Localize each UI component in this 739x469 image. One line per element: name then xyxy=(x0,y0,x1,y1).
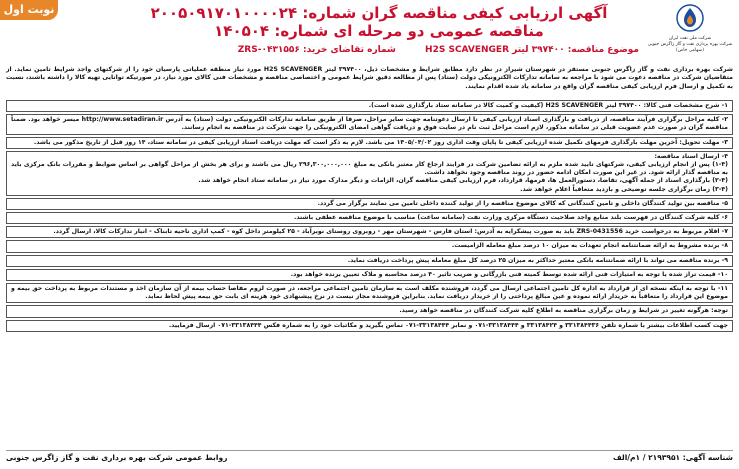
first-publication-badge: نوبت اول xyxy=(0,0,58,20)
public-relations-signature: روابط عمومی شرکت بهره برداری نفت و گاز زاگرس جنوبی xyxy=(6,453,228,462)
conditions-list xyxy=(6,100,733,444)
condition-row: ۷- اقلام مربوط به درخواست خرید ZRS-0431556 باید به صورت پیشکرایه به آدرس: استان فارس - شهرستان مهر - روبروی روستای نوبرآباد - ۲۵ کیلومتر داخل کوه - کمپ اداری ناحیه تابناک - انبار تدارکات کالا، ارسال گردد. xyxy=(6,226,733,238)
logo-line-2: شرکت بهره برداری نفت و گاز زاگرس جنوبی xyxy=(647,42,733,47)
condition-row: ۵- مناقصه بین تولید کنندگان داخلی و تامین کنندگانی که کالای موضوع مناقصه را از تولید کننده داخلی تامین می نمایند برگزار می گردد. xyxy=(6,198,733,210)
nioc-logo-icon xyxy=(676,4,704,32)
tender-subject-line xyxy=(39,44,639,56)
condition-row: توجه: هرگونه تغییر در شرایط و زمان برگزاری مناقصه به اطلاع کلیه شرکت کنندگان در مناقصه خواهد رسید. xyxy=(6,305,733,317)
logo-line-1: شرکت ملی نفت ایران xyxy=(668,36,712,41)
notice-header xyxy=(0,0,739,68)
condition-row: جهت کسب اطلاعات بیشتر با شماره تلفن ۳۳۱۳۸۴۴۳۶ و ۳۳۱۳۸۴۲۴ و ۳۳۱۳۸۴۴۴-۰۷۱ و نمابر ۳۳۱۳۸۴۴۴-۰۷۱ تماس بگیرید و مکاتبات خود را به شماره فکس ۳۳۱۳۸۴۴۴-۰۷۱ ارسال فرمایید. xyxy=(6,320,733,332)
condition-row: ۳- مهلت تحویل: آخرین مهلت بارگذاری فرمهای تکمیل شده ارزیابی کیفی تا پایان وقت اداری روز ۱۴۰۵/۰۴/۰۲ می باشد. لازم به ذکر است که مهلت دریافت اسناد ارزیابی کیفی در سامانه ستاد، ۱۴ روز قبل از تاریخ مذکور می باشد. xyxy=(6,137,733,149)
condition-row: ۱۰- قیمت تراز شده با توجه به امتیازات فنی ارائه شده توسط کمیته فنی بازرگانی و ضریب تاثیر ۴۰ درصد محاسبه و ملاک تعیین برنده خواهد بود. xyxy=(6,269,733,281)
company-logo xyxy=(647,4,733,66)
logo-line-3: (سهامی خاص) xyxy=(676,48,704,53)
condition-row: ۴- ارسال اسناد مناقصه: (۱-۴) پس از انجام ارزیابی کیفی، شرکتهای تایید شده ملزم به ارائه تضامین شرکت در فرایند ارجاع کار معتبر بانکی به مبلغ ۲۹۶,۳۰۰,۰۰۰,۰۰۰ ریال می باشند و برای هر بخش از مراحل گواهی بر اساس ضوابط و مقررات بانک مرکزی باید به مناقصه گذار ارائه شود. در غیر این صورت امکان ادامه حضور در روند مناقصه وجود نخواهد داشت. (۲-۴) بارگذاری اسناد از جمله آگهی، تقاضا، دستورالعمل ها، فرمها، قرارداد، فرم ارزیابی کیفی مناقصه گران، الزامات و دیگر مدارک مورد نیاز در سامانه ستاد انجام خواهد شد. (۳-۴) زمان برگزاری جلسه توضیحی و بازدید متعاقباً اعلام خواهد شد. xyxy=(6,151,733,196)
tender-number: مناقصه عمومی دو مرحله ای شماره: ۱۴۰۵۰۴ xyxy=(214,22,544,40)
condition-row: ۲- کلیه مراحل برگزاری فرآیند مناقصه، از دریافت و بارگذاری اسناد ارزیابی کیفی تا ارسال دعوتنامه جهت سایر مراحل، صرفا از طریق سامانه تدارکات الکترونیکی دولت (ستاد) به آدرس http://www.setadiran.ir میسر خواهد بود. ضمناً مناقصه گران در صورت عدم عضویت قبلی در سامانه مذکور، لازم است مراحل ثبت نام در سایت فوق و دریافت گواهی امضای الکترونیکی را جهت شرکت در مناقصه به انجام رسانند. xyxy=(6,114,733,134)
notice-footer xyxy=(6,450,733,465)
condition-row: ۶- کلیه شرکت کنندگان در فهرست بلند منابع واجد صلاحیت دستگاه مرکزی وزارت نفت (سامانه ساعت) مناسب با موضوع مناقصه عطفی باشند. xyxy=(6,212,733,224)
tender-subject: موضوع مناقصه: ۳۹۷۴۰۰ لیتر H2S SCAVENGER xyxy=(425,45,639,55)
purchase-request-number: شماره تقاضای خرید: ZRS-۰۴۳۱۵۵۶ xyxy=(237,45,396,55)
intro-paragraph: شرکت بهره برداری نفت و گاز زاگرس جنوبی مستقر در شهرستان شیراز در نظر دارد مطابق شرایط و مشخصات ذیل، ۳۹۷۴۰۰ لیتر H2S SCAVENGER مورد نیاز منطقه عملیاتی پارسیان خود را از شرکتهای واجد شرایط تامین نماید. از متقاضیان شرکت در مناقصه دعوت می شود با مراجعه به سامانه تدارکات الکترونیکی دولت (ستاد) پس از مطالعه دقیق شرایط عمومی و اختصاصی مناقصه و مشخصات فنی کالای مورد نیاز، در صورتیکه توانایی تهیه کالا را داشته باشند، نسبت به تکمیل و ارسال فرم ارزیابی کیفی مناقصه گران واقع در سامانه یاد شده اقدام نمایند. xyxy=(6,66,733,90)
condition-row: ۸- برنده مشروط به ارائه ضمانتنامه انجام تعهدات به میزان ۱۰ درصد مبلغ معامله الزامیست. xyxy=(6,240,733,252)
condition-row: ۱- شرح مشخصات فنی کالا: ۳۹۷۴۰۰ لیتر H2S SCAVENGER (کیفیت و کمیت کالا در سامانه ستاد بارگذاری شده است). xyxy=(6,100,733,112)
condition-row: ۹- برنده مناقصه می تواند با ارائه ضمانتنامه بانکی معتبر حداکثر به میزان ۲۵ درصد کل مبلغ معامله پیش پرداخت دریافت نماید. xyxy=(6,255,733,267)
condition-row: ۱۱- با توجه به اینکه نسخه ای از قرارداد به اداره کل تامین اجتماعی ارسال می گردد، فروشنده مکلف است به سازمان تامین اجتماعی مراجعه، در صورت لزوم مفاصا حساب بیمه از آن سازمان اخذ و مستندات مربوط به پرداخت حق بیمه و موضوع این قرارداد را متعاقباً به خریدار ارائه نموده و عین مبالغ پرداختی را از خریدار دریافت نماید. بنابراین فروشنده مجاز نیست در نرخ پیشنهادی خود هزینه ای بابت حق بیمه پیش لحاظ نماید. xyxy=(6,283,733,303)
notice-id: شناسه آگهی: ۲۱۹۳۹۵۱ / ۱م/الف xyxy=(612,453,733,462)
notice-title: آگهی ارزیابی کیفی مناقصه گران شماره: ۲۰۰۵۰۹۱۷۰۱۰۰۰۰۲۴ xyxy=(150,4,608,22)
